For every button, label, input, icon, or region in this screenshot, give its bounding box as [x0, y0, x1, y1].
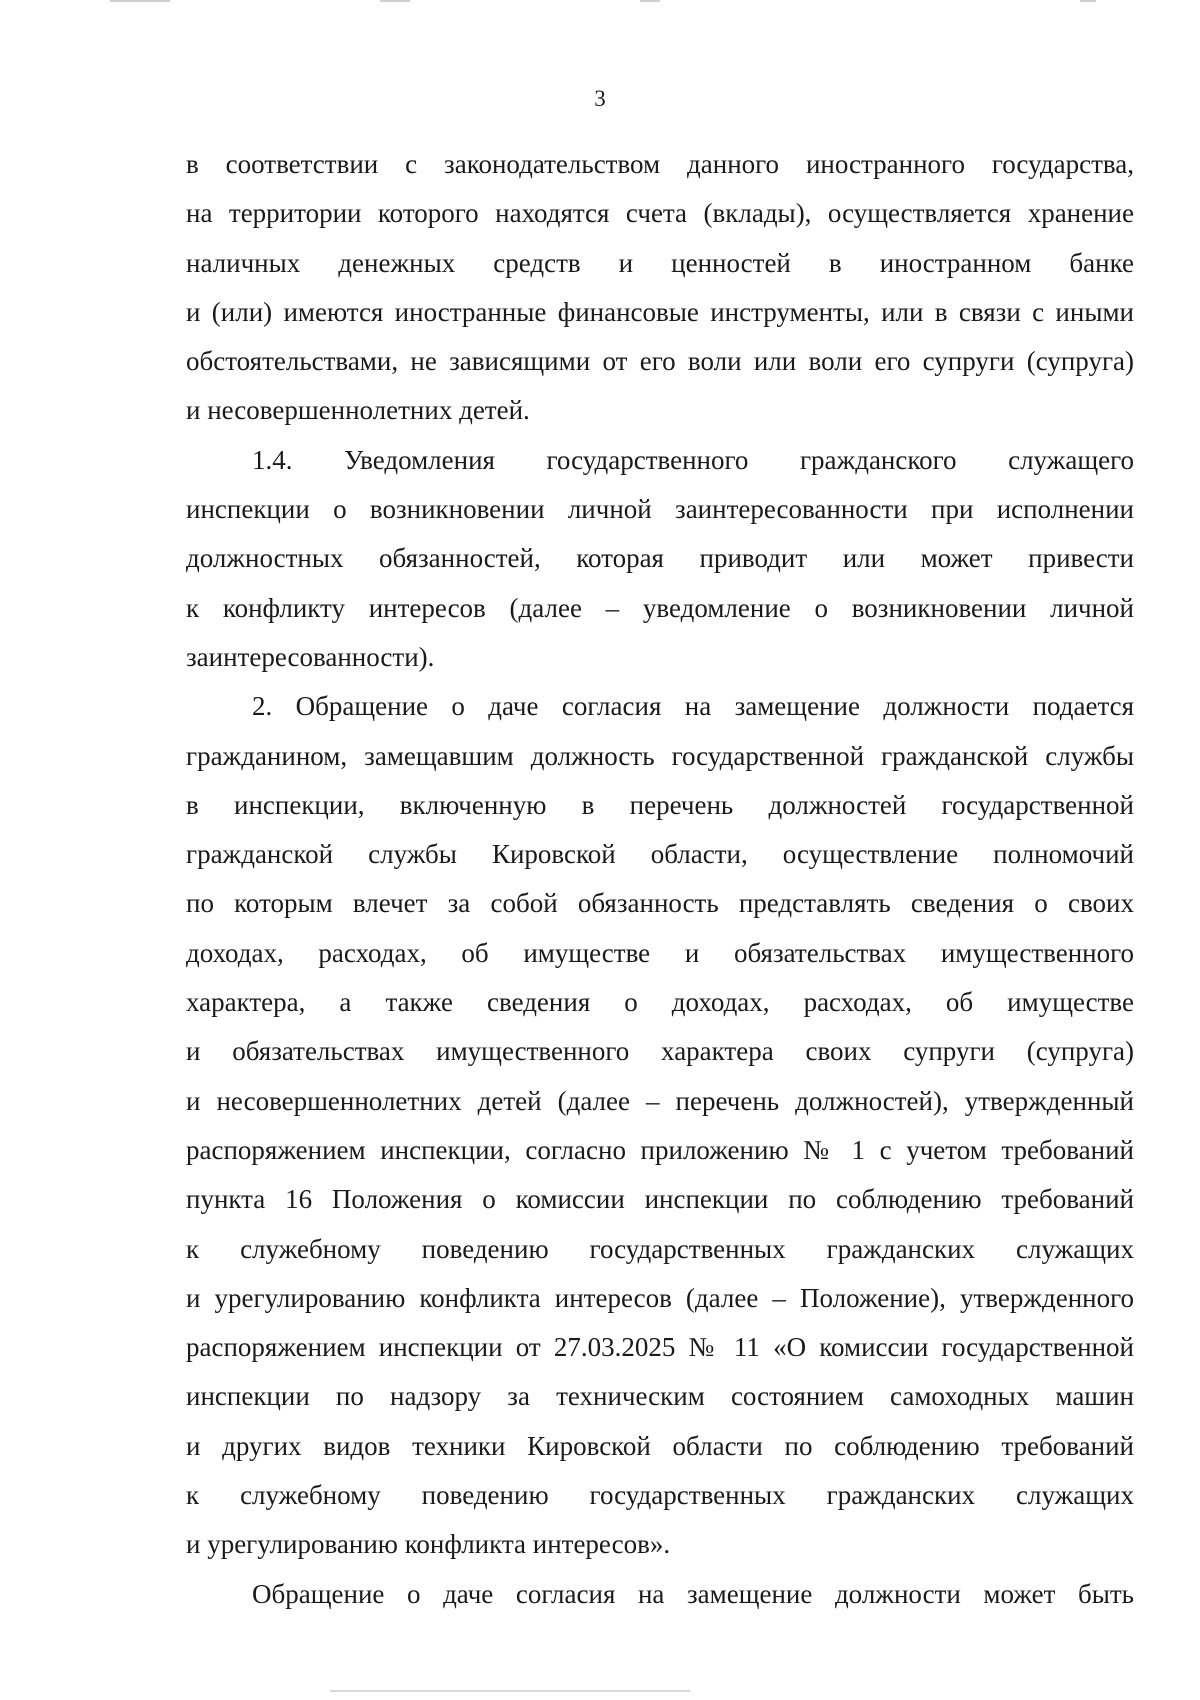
text-line: заинтересованности).	[186, 641, 435, 672]
text-line: наличных денежных средств и ценностей в иностранном банке	[186, 247, 1134, 278]
paragraph-1-4	[186, 436, 1134, 682]
text-line: гражданином, замещавшим должность государственной гражданской службы	[186, 740, 1134, 771]
paragraph-2	[186, 682, 1134, 1569]
text-line: Обращение о даче согласия на замещение должности может быть	[252, 1578, 1134, 1609]
scan-bottom-artifact	[330, 1690, 690, 1700]
text-line: гражданской службы Кировской области, осуществление полномочий	[186, 839, 1134, 870]
text-line: и (или) имеются иностранные финансовые инструменты, или в связи с иными	[186, 296, 1134, 327]
text-line: распоряжением инспекции от 27.03.2025 № 11 «О комиссии государственной	[186, 1332, 1134, 1363]
text-line: доходах, расходах, об имуществе и обязательствах имущественного	[186, 937, 1134, 968]
text-line: к служебному поведению государственных гражданских служащих	[186, 1480, 1134, 1511]
text-line: инспекции по надзору за техническим состоянием самоходных машин	[186, 1381, 1134, 1412]
text-line: и несовершеннолетних детей (далее – перечень должностей), утвержденный	[186, 1085, 1134, 1116]
paragraph-1	[186, 140, 1134, 436]
text-line: по которым влечет за собой обязанность представлять сведения о своих	[186, 888, 1134, 919]
text-line: инспекции о возникновении личной заинтересованности при исполнении	[186, 494, 1134, 525]
text-line: 1.4. Уведомления государственного гражданского служащего	[252, 444, 1134, 475]
text-line: обстоятельствами, не зависящими от его воли или воли его супруги (супруга)	[186, 346, 1134, 377]
scan-top-edge	[0, 0, 1200, 6]
text-line: 2. Обращение о даче согласия на замещение должности подается	[252, 691, 1134, 722]
text-line: и урегулированию конфликта интересов (далее – Положение), утвержденного	[186, 1282, 1134, 1313]
text-line: распоряжением инспекции, согласно приложению № 1 с учетом требований	[186, 1134, 1134, 1165]
text-line: на территории которого находятся счета (вклады), осуществляется хранение	[186, 198, 1134, 229]
text-line: пункта 16 Положения о комиссии инспекции по соблюдению требований	[186, 1184, 1134, 1215]
text-line: характера, а также сведения о доходах, расходах, об имуществе	[186, 987, 1134, 1018]
text-line: в соответствии с законодательством данного иностранного государства,	[186, 149, 1134, 179]
text-line: и несовершеннолетних детей.	[186, 395, 530, 426]
text-line: и обязательствах имущественного характера своих супруги (супруга)	[186, 1036, 1134, 1067]
page-number: 3	[594, 86, 606, 111]
text-line: в инспекции, включенную в перечень должностей государственной	[186, 789, 1134, 820]
text-line: должностных обязанностей, которая приводит или может привести	[186, 543, 1134, 574]
text-line: и других видов техники Кировской области по соблюдению требований	[186, 1430, 1134, 1461]
text-line: к конфликту интересов (далее – уведомление о возникновении личной	[186, 592, 1134, 623]
text-line: и урегулированию конфликта интересов».	[186, 1529, 671, 1560]
paragraph-3	[186, 1570, 1134, 1619]
document-body	[186, 140, 1134, 1619]
text-line: к служебному поведению государственных гражданских служащих	[186, 1233, 1134, 1264]
